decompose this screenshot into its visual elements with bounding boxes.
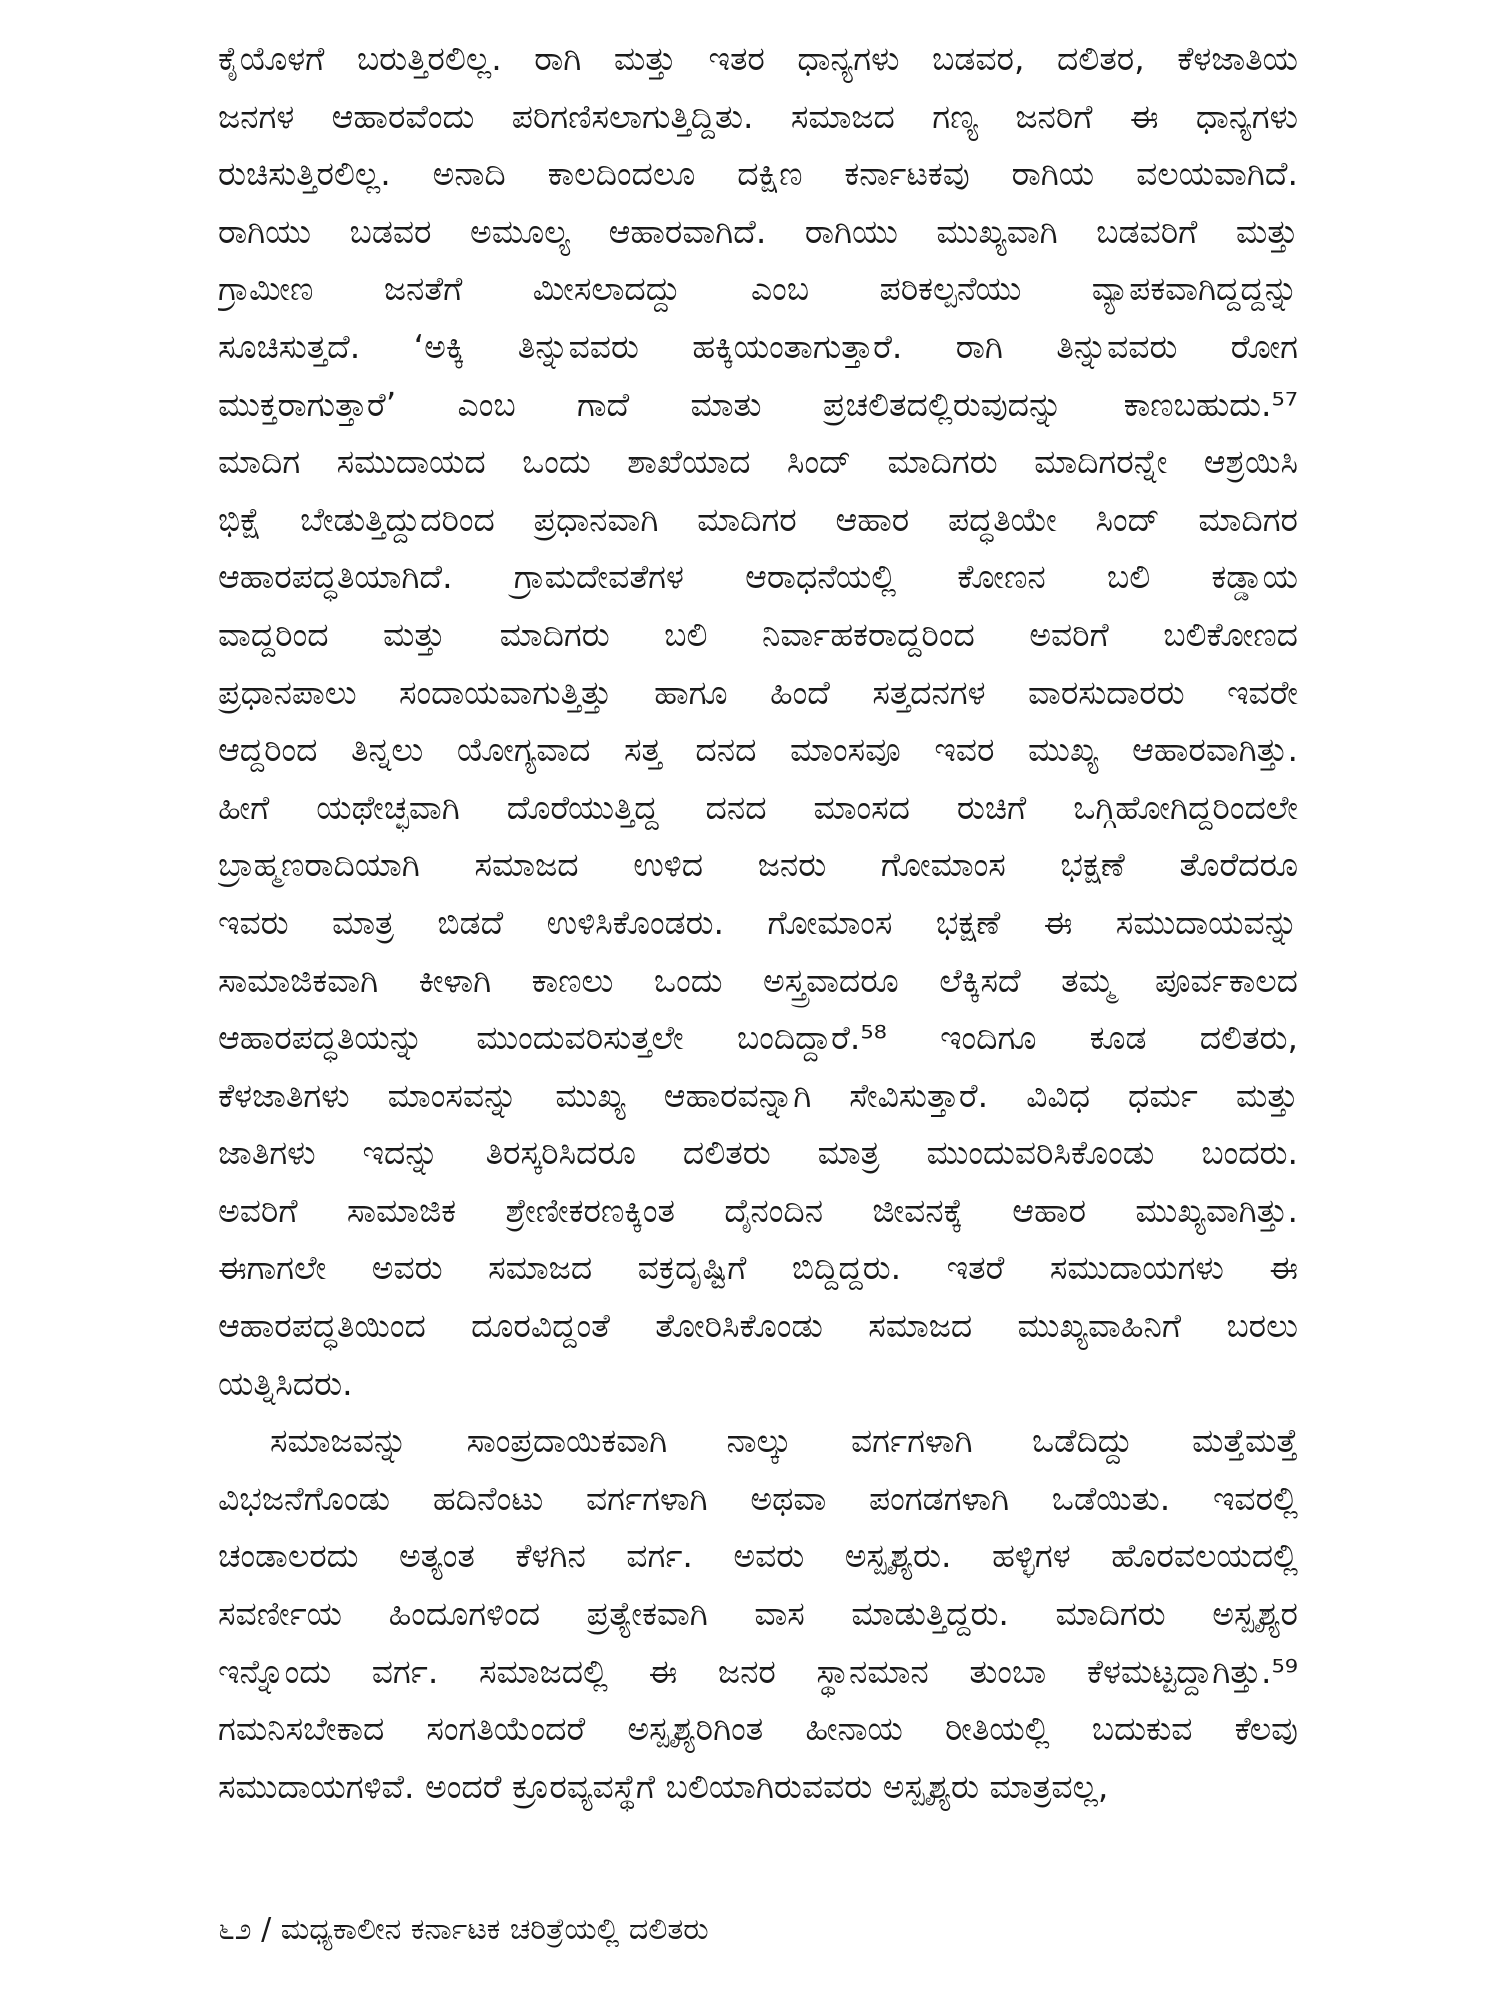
text-line: ಗ್ರಾಮೀಣ ಜನತೆಗೆ ಮೀಸಲಾದದ್ದು ಎಂಬ ಪರಿಕಲ್ಪನೆಯು ವ್ಯಾಪಕವಾಗಿದ್ದದ್ದನ್ನು xyxy=(218,269,1298,309)
text-line: ಯತ್ನಿಸಿದರು. xyxy=(218,1363,353,1403)
text-line: ಗಮನಿಸಬೇಕಾದ ಸಂಗತಿಯೆಂದರೆ ಅಸ್ಪೃಶ್ಯರಿಗಿಂತ ಹೀನಾಯ ರೀತಿಯಲ್ಲಿ ಬದುಕುವ ಕೆಲವು xyxy=(218,1709,1298,1749)
text-line: ಇನ್ನೊಂದು ವರ್ಗ. ಸಮಾಜದಲ್ಲಿ ಈ ಜನರ ಸ್ಥಾನಮಾನ ತುಂಬಾ ಕೆಳಮಟ್ಟದ್ದಾಗಿತ್ತು.⁵⁹ xyxy=(218,1651,1298,1691)
text-line: ಭಿಕ್ಷೆ ಬೇಡುತ್ತಿದ್ದುದರಿಂದ ಪ್ರಧಾನವಾಗಿ ಮಾದಿಗರ ಆಹಾರ ಪದ್ಧತಿಯೇ ಸಿಂದ್ ಮಾದಿಗರ xyxy=(218,499,1298,539)
text-line: ಸಾಮಾಜಿಕವಾಗಿ ಕೀಳಾಗಿ ಕಾಣಲು ಒಂದು ಅಸ್ತ್ರವಾದರೂ ಲೆಕ್ಕಿಸದೆ ತಮ್ಮ ಪೂರ್ವಕಾಲದ xyxy=(218,960,1298,1000)
text-line: ಮಾದಿಗ ಸಮುದಾಯದ ಒಂದು ಶಾಖೆಯಾದ ಸಿಂದ್ ಮಾದಿಗರು ಮಾದಿಗರನ್ನೇ ಆಶ್ರಯಿಸಿ xyxy=(218,442,1298,482)
text-line: ಜನಗಳ ಆಹಾರವೆಂದು ಪರಿಗಣಿಸಲಾಗುತ್ತಿದ್ದಿತು. ಸಮಾಜದ ಗಣ್ಯ ಜನರಿಗೆ ಈ ಧಾನ್ಯಗಳು xyxy=(218,96,1298,136)
text-line: ಬ್ರಾಹ್ಮಣರಾದಿಯಾಗಿ ಸಮಾಜದ ಉಳಿದ ಜನರು ಗೋಮಾಂಸ ಭಕ್ಷಣೆ ತೊರೆದರೂ xyxy=(218,845,1298,885)
text-line: ಇವರು ಮಾತ್ರ ಬಿಡದೆ ಉಳಿಸಿಕೊಂಡರು. ಗೋಮಾಂಸ ಭಕ್ಷಣೆ ಈ ಸಮುದಾಯವನ್ನು xyxy=(218,902,1298,942)
text-line: ಹೀಗೆ ಯಥೇಚ್ಛವಾಗಿ ದೊರೆಯುತ್ತಿದ್ದ ದನದ ಮಾಂಸದ ರುಚಿಗೆ ಒಗ್ಗಿಹೋಗಿದ್ದರಿಂದಲೇ xyxy=(218,787,1298,827)
text-line: ಚಂಡಾಲರದು ಅತ್ಯಂತ ಕೆಳಗಿನ ವರ್ಗ. ಅವರು ಅಸ್ಪೃಶ್ಯರು. ಹಳ್ಳಿಗಳ ಹೊರವಲಯದಲ್ಲಿ xyxy=(218,1536,1298,1576)
body-text xyxy=(218,30,1298,1815)
text-line: ಸವರ್ಣೀಯ ಹಿಂದೂಗಳಿಂದ ಪ್ರತ್ಯೇಕವಾಗಿ ವಾಸ ಮಾಡುತ್ತಿದ್ದರು. ಮಾದಿಗರು ಅಸ್ಪೃಶ್ಯರ xyxy=(218,1594,1298,1634)
text-line: ಆಹಾರಪದ್ಧತಿಯಾಗಿದೆ. ಗ್ರಾಮದೇವತೆಗಳ ಆರಾಧನೆಯಲ್ಲಿ ಕೋಣನ ಬಲಿ ಕಡ್ಡಾಯ xyxy=(218,557,1298,597)
text-line: ಈಗಾಗಲೇ ಅವರು ಸಮಾಜದ ವಕ್ರದೃಷ್ಟಿಗೆ ಬಿದ್ದಿದ್ದರು. ಇತರೆ ಸಮುದಾಯಗಳು ಈ xyxy=(218,1248,1298,1288)
text-line: ವಾದ್ದರಿಂದ ಮತ್ತು ಮಾದಿಗರು ಬಲಿ ನಿರ್ವಾಹಕರಾದ್ದರಿಂದ ಅವರಿಗೆ ಬಲಿಕೋಣದ xyxy=(218,614,1298,654)
text-line: ಜಾತಿಗಳು ಇದನ್ನು ತಿರಸ್ಕರಿಸಿದರೂ ದಲಿತರು ಮಾತ್ರ ಮುಂದುವರಿಸಿಕೊಂಡು ಬಂದರು. xyxy=(218,1133,1298,1173)
text-line: ಆದ್ದರಿಂದ ತಿನ್ನಲು ಯೋಗ್ಯವಾದ ಸತ್ತ ದನದ ಮಾಂಸವೂ ಇವರ ಮುಖ್ಯ ಆಹಾರವಾಗಿತ್ತು. xyxy=(218,730,1298,770)
text-line: ಸೂಚಿಸುತ್ತದೆ. ‘ಅಕ್ಕಿ ತಿನ್ನುವವರು ಹಕ್ಕಿಯಂತಾಗುತ್ತಾರೆ. ರಾಗಿ ತಿನ್ನುವವರು ರೋಗ xyxy=(218,326,1298,366)
text-line: ಆಹಾರಪದ್ಧತಿಯನ್ನು ಮುಂದುವರಿಸುತ್ತಲೇ ಬಂದಿದ್ದಾರೆ.⁵⁸ ಇಂದಿಗೂ ಕೂಡ ದಲಿತರು, xyxy=(218,1018,1298,1058)
text-line: ಕೆಳಜಾತಿಗಳು ಮಾಂಸವನ್ನು ಮುಖ್ಯ ಆಹಾರವನ್ನಾಗಿ ಸೇವಿಸುತ್ತಾರೆ. ವಿವಿಧ ಧರ್ಮ ಮತ್ತು xyxy=(218,1075,1298,1115)
page-footer: ೬೨ / ಮಧ್ಯಕಾಲೀನ ಕರ್ನಾಟಕ ಚರಿತ್ರೆಯಲ್ಲಿ ದಲಿತರು xyxy=(218,1912,709,1947)
text-line: ಕೈಯೊಳಗೆ ಬರುತ್ತಿರಲಿಲ್ಲ. ರಾಗಿ ಮತ್ತು ಇತರ ಧಾನ್ಯಗಳು ಬಡವರ, ದಲಿತರ, ಕೆಳಜಾತಿಯ xyxy=(218,39,1298,78)
text-line: ರುಚಿಸುತ್ತಿರಲಿಲ್ಲ. ಅನಾದಿ ಕಾಲದಿಂದಲೂ ದಕ್ಷಿಣ ಕರ್ನಾಟಕವು ರಾಗಿಯ ವಲಯವಾಗಿದೆ. xyxy=(218,154,1298,194)
text-line: ಅವರಿಗೆ ಸಾಮಾಜಿಕ ಶ್ರೇಣೀಕರಣಕ್ಕಿಂತ ದೈನಂದಿನ ಜೀವನಕ್ಕೆ ಆಹಾರ ಮುಖ್ಯವಾಗಿತ್ತು. xyxy=(218,1190,1298,1230)
text-line: ಸಮುದಾಯಗಳಿವೆ. ಅಂದರೆ ಕ್ರೂರವ್ಯವಸ್ಥೆಗೆ ಬಲಿಯಾಗಿರುವವರು ಅಸ್ಪೃಶ್ಯರು ಮಾತ್ರವಲ್ಲ, xyxy=(218,1766,1109,1806)
text-line: ಮುಕ್ತರಾಗುತ್ತಾರೆ’ ಎಂಬ ಗಾದೆ ಮಾತು ಪ್ರಚಲಿತದಲ್ಲಿರುವುದನ್ನು ಕಾಣಬಹುದು.⁵⁷ xyxy=(218,384,1298,424)
text-line: ಪ್ರಧಾನಪಾಲು ಸಂದಾಯವಾಗುತ್ತಿತ್ತು ಹಾಗೂ ಹಿಂದೆ ಸತ್ತದನಗಳ ವಾರಸುದಾರರು ಇವರೇ xyxy=(218,672,1298,712)
text-line: ವಿಭಜನೆಗೊಂಡು ಹದಿನೆಂಟು ವರ್ಗಗಳಾಗಿ ಅಥವಾ ಪಂಗಡಗಳಾಗಿ ಒಡೆಯಿತು. ಇವರಲ್ಲಿ xyxy=(218,1478,1298,1518)
text-line: ರಾಗಿಯು ಬಡವರ ಅಮೂಲ್ಯ ಆಹಾರವಾಗಿದೆ. ರಾಗಿಯು ಮುಖ್ಯವಾಗಿ ಬಡವರಿಗೆ ಮತ್ತು xyxy=(218,211,1298,251)
text-line: ಆಹಾರಪದ್ಧತಿಯಿಂದ ದೂರವಿದ್ದಂತೆ ತೋರಿಸಿಕೊಂಡು ಸಮಾಜದ ಮುಖ್ಯವಾಹಿನಿಗೆ ಬರಲು xyxy=(218,1306,1298,1346)
text-line: ಸಮಾಜವನ್ನು ಸಾಂಪ್ರದಾಯಿಕವಾಗಿ ನಾಲ್ಕು ವರ್ಗಗಳಾಗಿ ಒಡೆದಿದ್ದು ಮತ್ತೆಮತ್ತೆ xyxy=(270,1421,1298,1461)
